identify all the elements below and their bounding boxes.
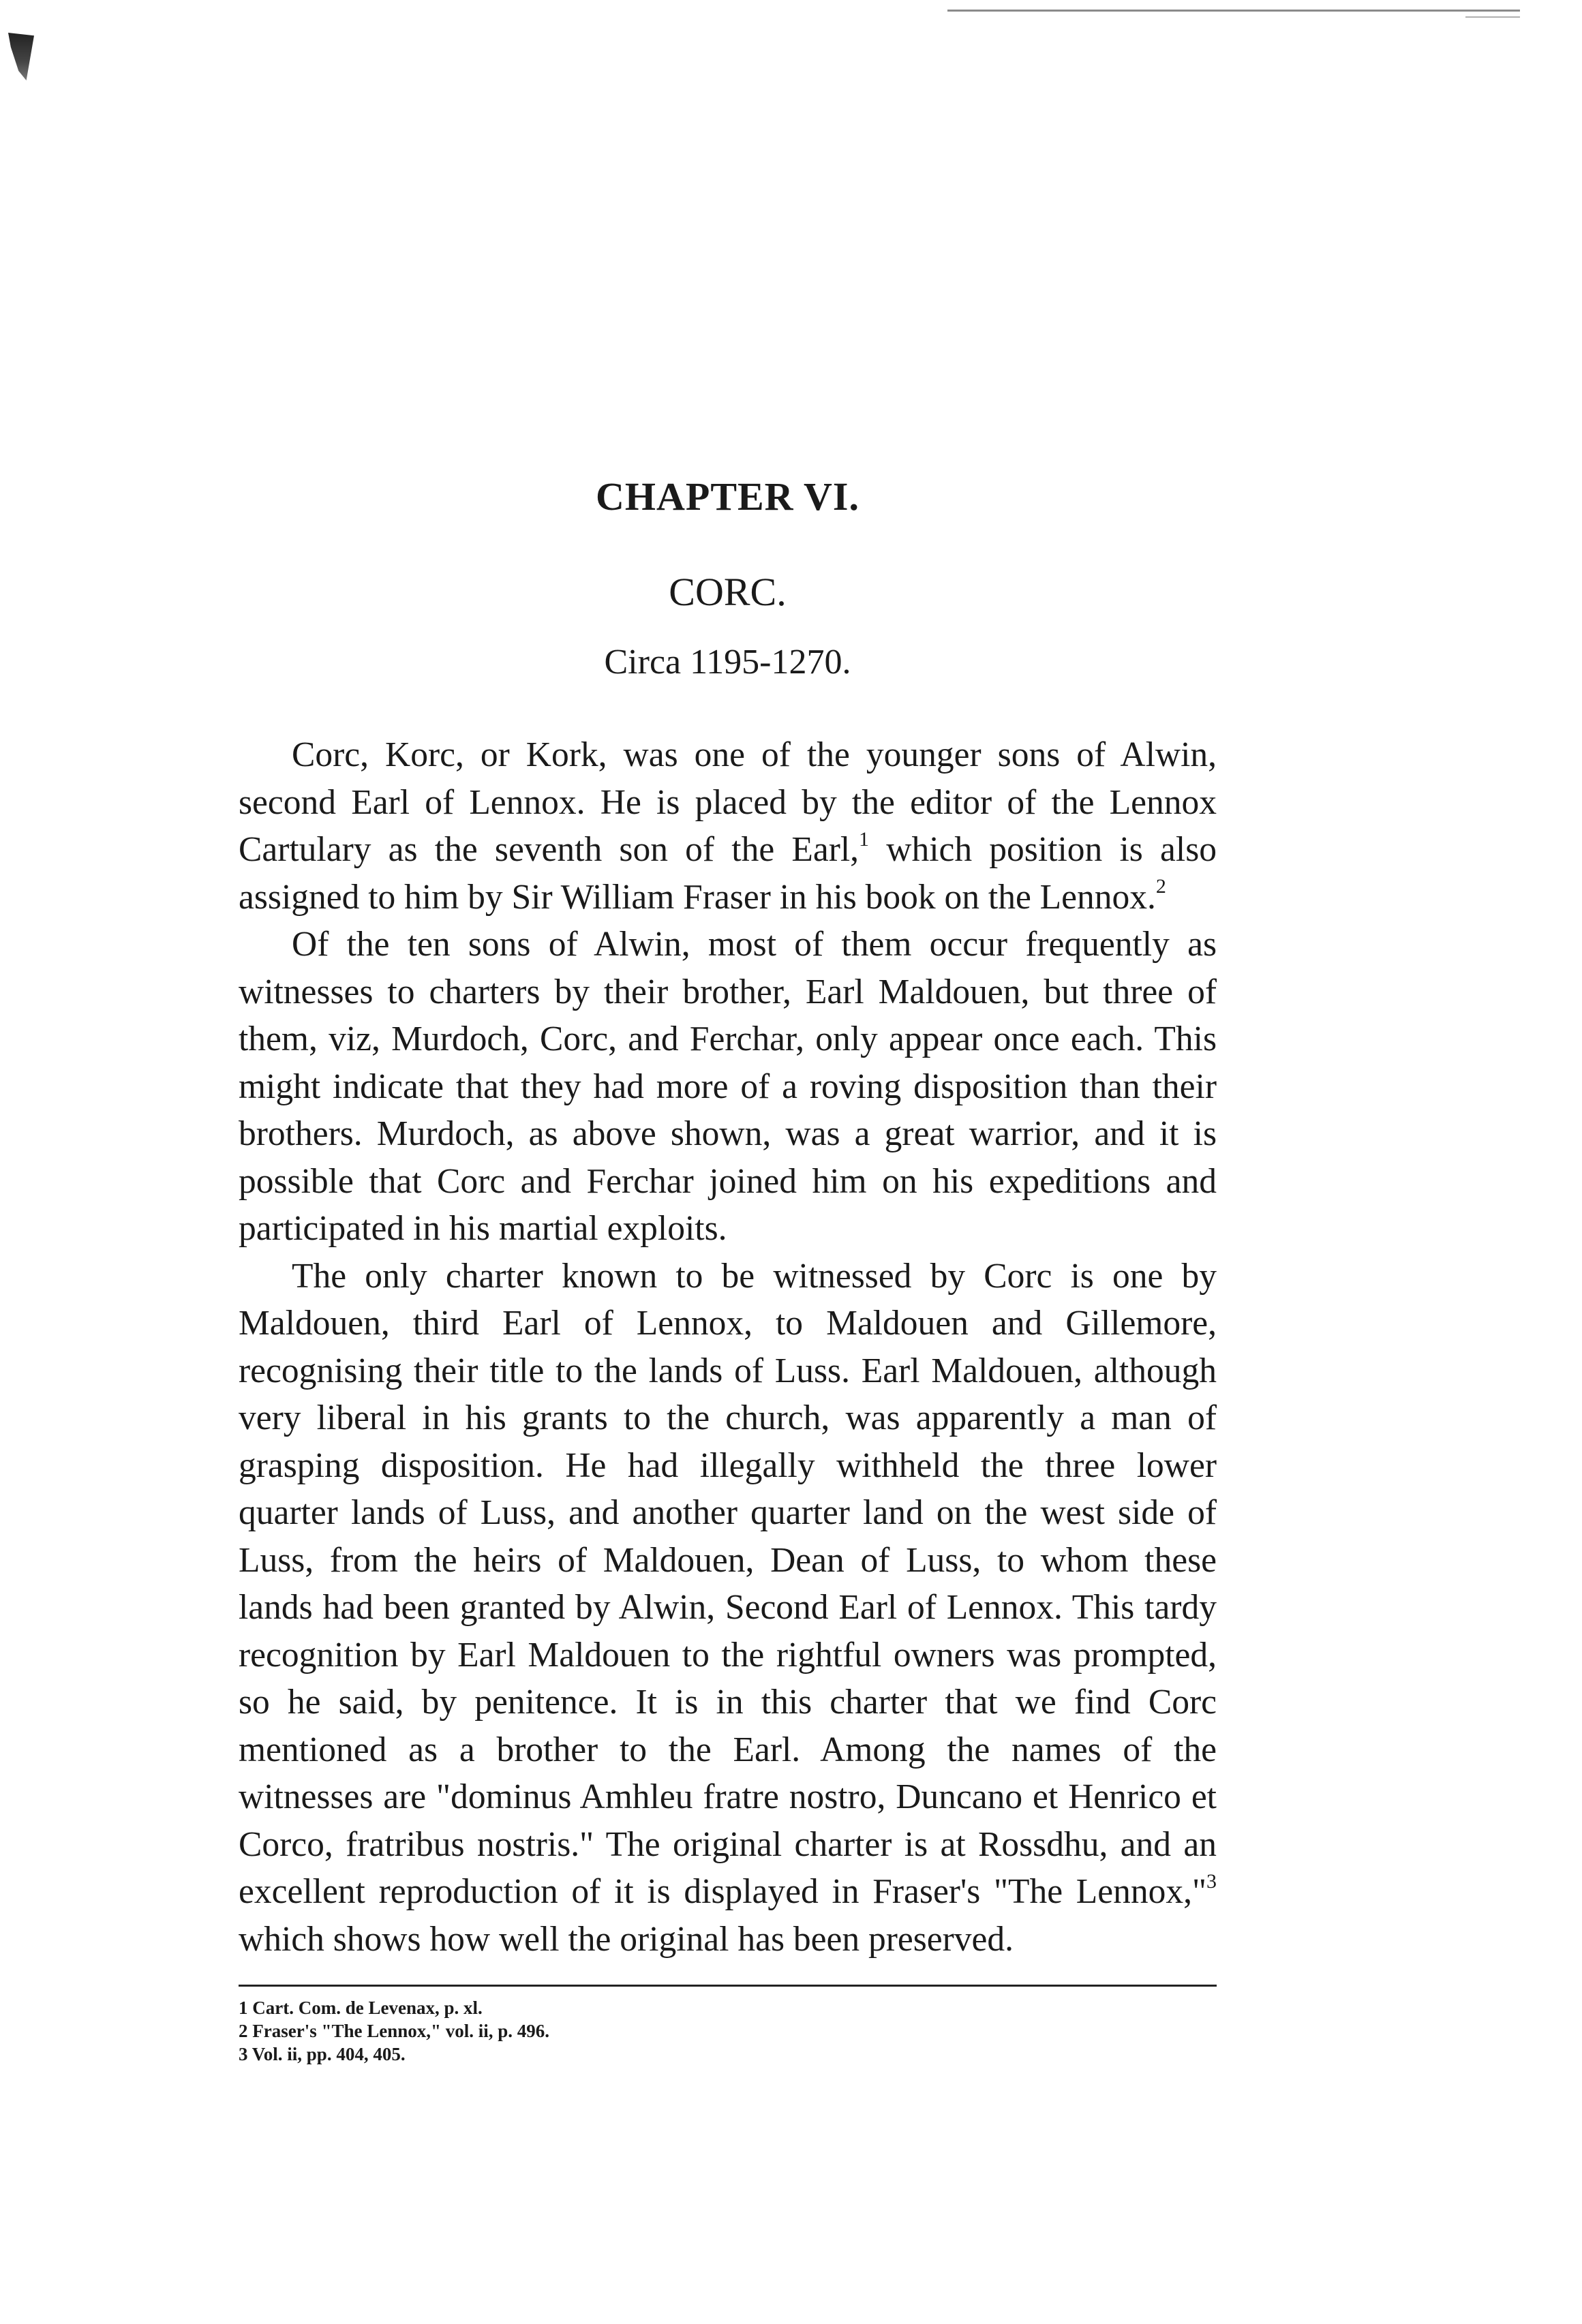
paragraph-3-part-2: which shows how well the original has been preserved. <box>239 1919 1014 1959</box>
page-text-column <box>239 474 1217 2066</box>
paragraph-1-part-2: which position is also assigned to him by Sir William Fraser in his book on the Lennox. <box>239 830 1217 917</box>
footnote-divider <box>239 1985 1217 1987</box>
footnote-ref-1: 1 <box>859 827 870 851</box>
footnote-1: 1 Cart. Com. de Levenax, p. xl. <box>239 1998 483 2018</box>
footnote-2: 2 Fraser's "The Lennox," vol. ii, p. 496. <box>239 2021 549 2041</box>
paragraph-2: Of the ten sons of Alwin, most of them occur frequently as witnesses to charters by their brother, Earl Maldouen, but three of them, viz, Murdoch, Corc, and Ferchar, only appear once each. This might indicate that they had more of a roving disposition than their brothers. Murdoch, as above shown, was a great warrior, and it is possible that Corc and Ferchar joined him on his expeditions and participated in his martial exploits. <box>239 925 1217 1248</box>
footnote-ref-2: 2 <box>1155 875 1166 898</box>
footnote-ref-3: 3 <box>1206 1869 1217 1893</box>
paragraph-3-part-1: The only charter known to be witnessed by Corc is one by Maldouen, third Earl of Lennox, to Maldouen and Gillemore, recognising their title to the lands of Luss. Earl Maldouen, although very liberal in his grants to the church, was apparently a man of grasping disposition. He had illegally withheld the three lower quarter lands of Luss, and another quarter land on the west side of Luss, from the heirs of Maldouen, Dean of Luss, to whom these lands had been granted by Alwin, Second Earl of Lennox. This tardy recognition by Earl Maldouen to the rightful owners was prompted, so he said, by penitence. It is in this charter that we find Corc mentioned as a brother to the Earl. Among the names of the witnesses are "dominus Amhleu fratre nostro, Duncano et Henrico et Corco, fratribus nostris." The original charter is at Rossdhu, and an excellent reproduction of it is displayed in Fraser's "The Lennox," <box>239 1256 1217 1911</box>
date-range: Circa 1195-1270. <box>604 643 851 682</box>
top-edge-rule-short <box>1465 16 1520 18</box>
top-edge-rule <box>947 10 1520 12</box>
footnotes <box>239 1996 1217 2066</box>
paragraph-1 <box>239 731 1217 921</box>
paragraph-3 <box>239 1253 1217 1963</box>
subject-name: CORC. <box>669 570 787 614</box>
paragraph-1-part-1: Corc, Korc, or Kork, was one of the younger sons of Alwin, second Earl of Lennox. He is placed by the editor of the Lennox Cartulary as the seventh son of the Earl, <box>239 735 1217 869</box>
scan-artifact-mark <box>8 33 34 80</box>
footnote-3: 3 Vol. ii, pp. 404, 405. <box>239 2044 406 2064</box>
chapter-heading: CHAPTER VI. <box>596 474 860 519</box>
body-text <box>239 731 1217 1963</box>
